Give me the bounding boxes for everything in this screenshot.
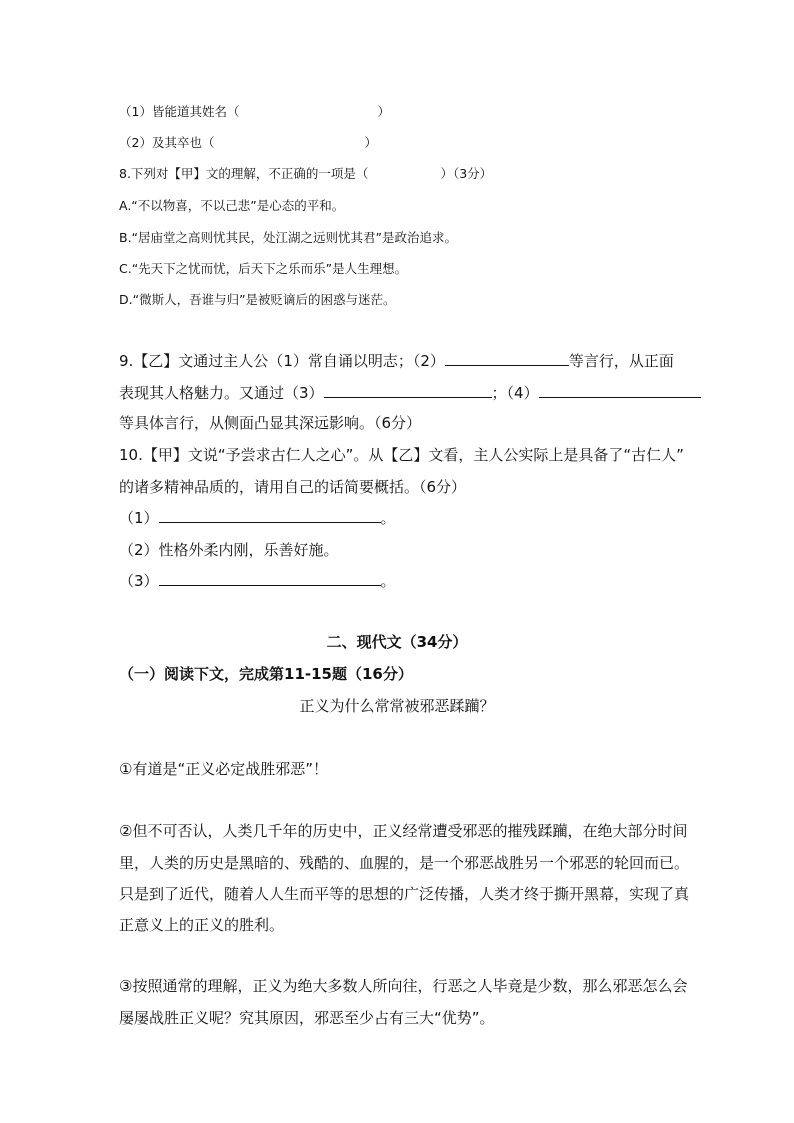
q10-answer-1 — [119, 508, 396, 528]
q9-blank-3[interactable] — [324, 383, 492, 398]
q10-answer-3 — [119, 571, 396, 591]
q10-line-2: 的诸多精神品质的，请用自己的话简要概括。（6分） — [119, 478, 467, 496]
section-sub-heading: （一）阅读下文，完成第11-15题（16分） — [119, 665, 413, 683]
paragraph-2-line-2: 里，人类的历史是黑暗的、残酷的、血腥的，是一个邪恶战胜另一个邪恶的轮回而已。 — [119, 854, 690, 872]
paragraph-1: ①有道是“正义必定战胜邪恶”！ — [119, 760, 328, 778]
q7-item-2-close: ） — [364, 135, 377, 150]
q8-stem — [119, 164, 492, 184]
section-heading: 二、现代文（34分） — [326, 633, 468, 651]
q8-stem-close: ）（3分） — [440, 166, 493, 181]
q9-line-1 — [119, 351, 674, 371]
q9-blank-4[interactable] — [539, 383, 701, 398]
q9-blank-2[interactable] — [445, 351, 569, 366]
q7-item-2 — [119, 133, 377, 153]
q8-stem-text: 8.下列对【甲】文的理解，不正确的一项是（ — [119, 166, 369, 181]
paragraph-3-line-1: ③按照通常的理解，正义为绝大多数人所向往，行恶之人毕竟是少数，那么邪恶怎么会 — [119, 977, 688, 995]
q9-line-1-b: 等言行，从正面 — [568, 352, 674, 370]
q7-item-1-text: （1）皆能道其姓名（ — [119, 104, 240, 119]
article-title: 正义为什么常常被邪恶蹂躏？ — [299, 697, 495, 715]
q9-line-1-a: 9.【乙】文通过主人公（1）常自诵以明志；（2） — [119, 352, 445, 370]
q9-line-3: 等具体言行，从侧面凸显其深远影响。（6分） — [119, 414, 422, 432]
q7-item-1-close: ） — [377, 104, 390, 119]
q10-answer-1-end: 。 — [380, 509, 396, 527]
q8-option-d: D.“微斯人，吾谁与归”是被贬谪后的困惑与迷茫。 — [119, 292, 396, 307]
paragraph-2-line-4: 正意义上的正义的胜利。 — [119, 916, 285, 934]
q10-answer-1-label: （1） — [119, 509, 159, 527]
q8-option-c: C.“先天下之忧而忧，后天下之乐而乐”是人生理想。 — [119, 261, 408, 276]
q9-line-2-a: 表现其人格魅力。又通过（3） — [119, 384, 324, 402]
q10-blank-1[interactable] — [159, 508, 381, 523]
q8-option-b: B.“居庙堂之高则忧其民，处江湖之远则忧其君”是政治追求。 — [119, 230, 458, 245]
q9-line-2 — [119, 383, 701, 403]
q10-answer-2: （2）性格外柔内刚，乐善好施。 — [119, 541, 339, 559]
q10-answer-3-end: 。 — [380, 572, 396, 590]
q8-option-a: A.“不以物喜，不以己悲”是心态的平和。 — [119, 198, 345, 213]
q10-answer-3-label: （3） — [119, 572, 159, 590]
paragraph-3-line-2: 屡屡战胜正义呢？究其原因，邪恶至少占有三大“优势”。 — [119, 1009, 495, 1027]
q9-line-2-b: ；（4） — [491, 384, 539, 402]
q7-item-1 — [119, 102, 390, 122]
paragraph-2-line-3: 只是到了近代，随着人人生而平等的思想的广泛传播，人类才终于撕开黑幕，实现了真 — [119, 885, 690, 903]
q10-line-1: 10.【甲】文说“予尝求古仁人之心”。从【乙】文看，主人公实际上是具备了“古仁人” — [119, 446, 684, 464]
q7-item-2-text: （2）及其卒也（ — [119, 135, 215, 150]
q10-blank-3[interactable] — [159, 571, 381, 586]
paragraph-2-line-1: ②但不可否认，人类几千年的历史中，正义经常遭受邪恶的摧残蹂躏，在绝大部分时间 — [119, 822, 688, 840]
